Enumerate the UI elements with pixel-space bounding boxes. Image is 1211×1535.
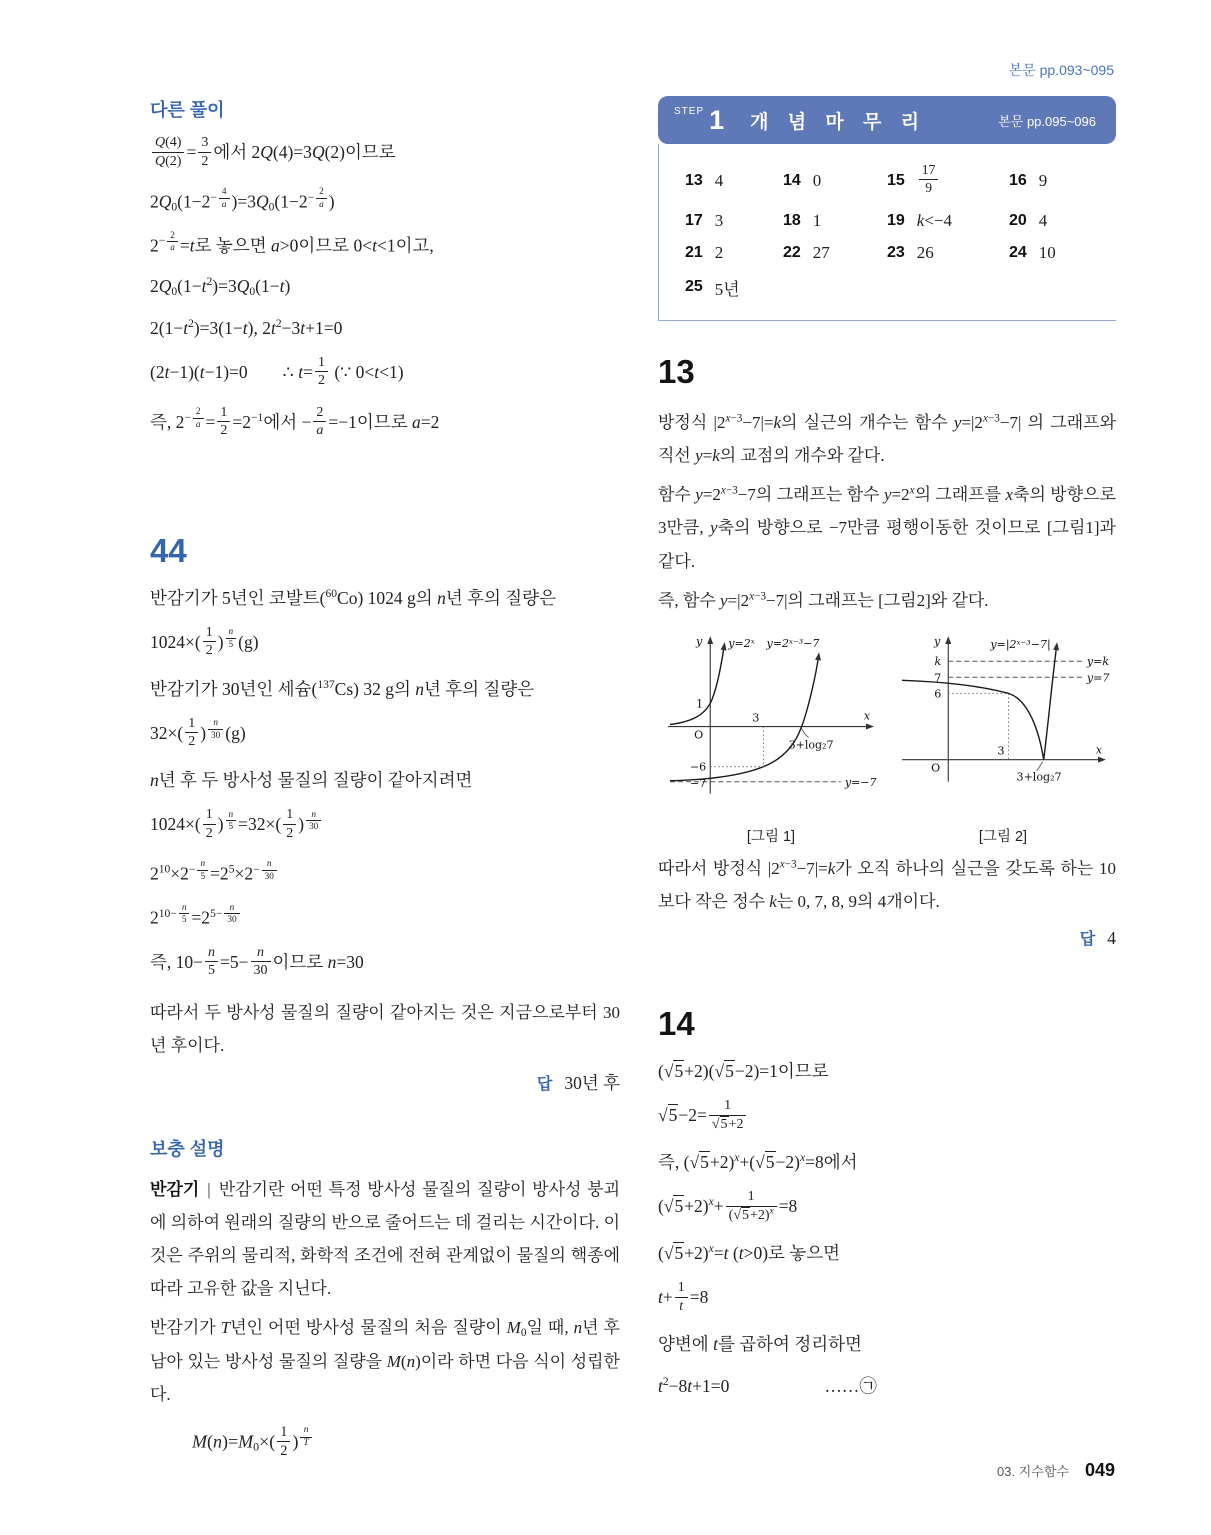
tick-6-label: 6 — [934, 687, 942, 701]
math-line: (2t−1)(t−1)=0 ∴ t= $\frac{1}{2}$ (∵ 0<t<1) — [150, 354, 404, 389]
tick-7-label: 7 — [934, 671, 942, 685]
answer-key-item: 22 27 — [783, 242, 830, 262]
figure-1-caption: [그림 1] — [746, 828, 796, 845]
alt-solution-block — [150, 136, 620, 442]
step-number: 1 — [709, 104, 725, 135]
math-line: $2(1-t^2)=3(1-t)$, $2t^2-3t+1=0$ — [150, 317, 343, 338]
answer-value: 4 — [1107, 928, 1116, 949]
math-line: $2^{- \frac{2}{a}}$ =t로 놓으면 a>0이므로 0<t<1이고, — [150, 229, 434, 256]
supplement-paragraph-1 — [150, 1173, 620, 1306]
math-line: 1024×( $\frac{1}{2}$ ) $^{\frac{n}{5}}$ =32×( $\frac{1}{2}$ ) $^{\frac{n}{30}}$ — [150, 808, 620, 844]
supplement-block — [150, 1135, 620, 1462]
figure-2-graph — [890, 631, 1116, 817]
answer-key-item: 17 3 — [685, 210, 724, 230]
math-line: $2^{10}\times 2^{- \frac{n}{5}}$ $=2^5\times 2^{- \frac{n}{30}}$ — [150, 858, 620, 888]
math-line-with-reference — [658, 1373, 1116, 1400]
tick-minus7-label: −7 — [689, 776, 707, 790]
problem-13-paragraph: 함수 $y=2^{x-3}-7$의 그래프는 함수 $y=2^x$의 그래프를 x축의 방향으로 3만큼, y축의 방향으로 −7만큼 평행이동한 것이므로 [그림1]과 같다. — [658, 484, 1116, 571]
answer-value: 30년 후 — [564, 1072, 620, 1093]
answer-key-item: 14 0 — [783, 171, 822, 191]
figure-1-graph — [658, 631, 884, 817]
curve-absolute-value — [902, 645, 1057, 760]
problem-44-number: 44 — [150, 531, 187, 569]
label-y-equals-k: y=k — [1086, 655, 1110, 669]
supplement-term: 반감기 — [150, 1179, 200, 1199]
y-axis-label: y — [933, 634, 941, 648]
alt-solution-heading: 다른 풀이 — [150, 100, 225, 120]
curve-y-equals-2-to-x — [670, 645, 724, 724]
answer-key-item: 23 26 — [887, 242, 934, 262]
tick-k-label: k — [934, 655, 942, 669]
root-label: 3+log₂7 — [1016, 770, 1062, 784]
reference-mark: ……㉠ — [824, 1375, 877, 1396]
problem-44-answer — [150, 1070, 620, 1095]
problem-13-number: 13 — [658, 352, 695, 390]
problem-13-answer — [658, 926, 1116, 949]
root-pointer — [1037, 761, 1043, 770]
figures-row — [658, 631, 1116, 846]
curve-shift-label: y=2ˣ⁻³−7 — [766, 636, 820, 650]
answer-key-item: 15 $\frac{17}{9}$ — [887, 164, 1009, 199]
math-line: 반감기가 30년인 세슘($^{137}$Cs) 32 g의 n년 후의 질량은 — [150, 678, 535, 699]
figure-2-caption: [그림 2] — [978, 828, 1028, 845]
math-line: $\frac{Q(4)}{Q(2)}$ = $\frac{3}{2}$ 에서 2Q(4)=3Q(2)이므로 — [150, 136, 620, 172]
answer-label: 답 — [1079, 931, 1096, 949]
answer-key-item: 24 10 — [1009, 242, 1056, 262]
answer-key-item: 20 4 — [1009, 210, 1048, 230]
figure-2 — [890, 631, 1116, 846]
right-column — [658, 96, 1116, 1414]
supplement-paragraph-2: 반감기가 T년인 어떤 방사성 물질의 처음 질량이 $M_0$일 때, n년 후 남아 있는 방사성 물질의 질량을 M(n)이라 하면 다음 식이 성립한다. — [150, 1318, 620, 1404]
root-pointer — [802, 728, 809, 737]
x-axis-label: x — [1095, 743, 1103, 757]
math-line: $(√5+2)^x=t$ (t>0)로 놓으면 — [658, 1243, 841, 1264]
math-line: √5−2= $\frac{1}{√5+2}$ — [658, 1099, 1116, 1135]
root-label: 3+log₂7 — [788, 738, 834, 752]
math-line: 1024×( $\frac{1}{2}$ ) $^{\frac{n}{5}}$ (g) — [150, 624, 259, 659]
header-page-ref: 본문 pp.093~095 — [1008, 62, 1114, 78]
math-line: 즉, 10− $\frac{n}{5}$ =5− $\frac{n}{30}$ 이므로 n=30 — [150, 944, 364, 979]
problem-14-number: 14 — [658, 1005, 695, 1043]
math-line: 양변에 t를 곱하여 정리하면 — [658, 1334, 862, 1355]
separator-bar: | — [207, 1179, 211, 1199]
page-footer — [997, 1460, 1115, 1481]
math-line: n년 후 두 방사성 물질의 질량이 같아지려면 — [150, 769, 473, 790]
curve-abs-label: y=|2ˣ⁻³−7| — [990, 637, 1051, 651]
problem-44-solution — [150, 585, 620, 1095]
y-axis-label: y — [695, 634, 703, 648]
math-line: $(√5+2)^x+$ $\frac{1}{(√5+2)^x}$ =8 — [658, 1189, 798, 1223]
supplement-heading: 보충 설명 — [150, 1138, 225, 1159]
answer-label: 답 — [536, 1075, 553, 1093]
supplement-text: 반감기란 어떤 특정 방사성 물질의 질량이 방사성 붕괴에 의하여 원래의 질량의 반으로 줄어드는 데 걸리는 시간이다. 이것은 주위의 물리적, 화학적 조건에 전혀 관계없이 물질의 핵종에 따라 고유한 값을 지닌다. — [150, 1179, 620, 1299]
step-box-title: 개 념 마 무 리 — [750, 111, 927, 133]
answer-key-item: 21 2 — [685, 242, 724, 262]
left-column — [150, 96, 620, 1462]
tick-3-label: 3 — [997, 744, 1005, 758]
problem-13-paragraph: 즉, 함수 $y=|2^{x-3}-7|$의 그래프는 [그림2]와 같다. — [658, 589, 989, 610]
origin-label: O — [694, 728, 704, 742]
figure-1 — [658, 631, 884, 846]
answer-key-item: 18 1 — [783, 210, 822, 230]
step-box-header — [658, 96, 1116, 144]
label-y-equals-7: y=7 — [1086, 671, 1110, 685]
tick-minus6-label: −6 — [689, 760, 707, 774]
answer-key-grid — [685, 164, 1110, 300]
step-box-body — [658, 144, 1116, 321]
tick-3-label: 3 — [752, 711, 760, 725]
math-line: 즉, $(√5+2)^x+(√5-2)^x=8$에서 — [658, 1152, 858, 1173]
tick-1-label: 1 — [696, 697, 704, 711]
problem-14-solution — [658, 1058, 1116, 1400]
math-line: 32×( $\frac{1}{2}$ ) $^{\frac{n}{30}}$ (g) — [150, 715, 246, 750]
problem-44-conclusion: 따라서 두 방사성 물질의 질량이 같아지는 것은 지금으로부터 30년 후이다. — [150, 1002, 620, 1055]
problem-13-solution — [658, 406, 1116, 949]
math-line: $2Q_0(1-t^2)=3Q_0(1-t)$ — [150, 276, 291, 299]
x-axis-label: x — [863, 709, 871, 723]
math-line: $2^{10- \frac{n}{5}}$ $=2^{5- \frac{n}{30}}$ — [150, 902, 620, 932]
step-label: STEP — [674, 105, 705, 117]
footer-chapter: 03. 지수함수 — [997, 1464, 1069, 1479]
math-line: 즉, $2^{- \frac{2}{a}}$ = $\frac{1}{2}$ $=2^{-1}$에서 − $\frac{2}{a}$ =−1이므로 a=2 — [150, 404, 440, 439]
math-line: t+ $\frac{1}{t}$ =8 — [658, 1280, 709, 1314]
answer-key-item: 13 4 — [685, 171, 724, 191]
math-line: $2Q_0(1-2^{- \frac{4}{a}}$ )$=3Q_0(1-2^{- \frac{2}{a}}$ ) — [150, 186, 335, 214]
step-answer-box — [658, 96, 1116, 321]
curve-exp-label: y=2ˣ — [728, 636, 755, 650]
asymptote-minus7-label: y=−7 — [844, 775, 877, 789]
footer-page-number: 049 — [1084, 1460, 1115, 1480]
problem-13-paragraph: 방정식 $|2^{x-3}-7|=k$의 실근의 개수는 함수 $y=|2^{x-3}-7|$ 의 그래프와 직선 y=k의 교점의 개수와 같다. — [658, 412, 1117, 466]
answer-key-item: 19 k<−4 — [887, 210, 953, 230]
math-line: (√5+2)(√5−2)=1이므로 — [658, 1061, 829, 1082]
answer-key-item: 25 5년 — [685, 278, 740, 299]
answer-key-item: 16 9 — [1009, 171, 1048, 191]
equation: $t^2-8t+1=0$ — [658, 1375, 730, 1396]
math-line: 반감기가 5년인 코발트($^{60}$Co) 1024 g의 n년 후의 질량은 — [150, 587, 556, 608]
half-life-formula: $M(n)=M_0\times$( $\frac{1}{2}$ ) $^{\frac{n}{T}}$ — [192, 1425, 620, 1462]
origin-label: O — [931, 761, 941, 775]
problem-13-conclusion: 따라서 방정식 $|2^{x-3}-7|=k$가 오직 하나의 실근을 갖도록 하는 10보다 작은 정수 k는 0, 7, 8, 9의 4개이다. — [658, 858, 1116, 911]
step-box-page-ref: 본문 pp.095~096 — [998, 113, 1096, 129]
